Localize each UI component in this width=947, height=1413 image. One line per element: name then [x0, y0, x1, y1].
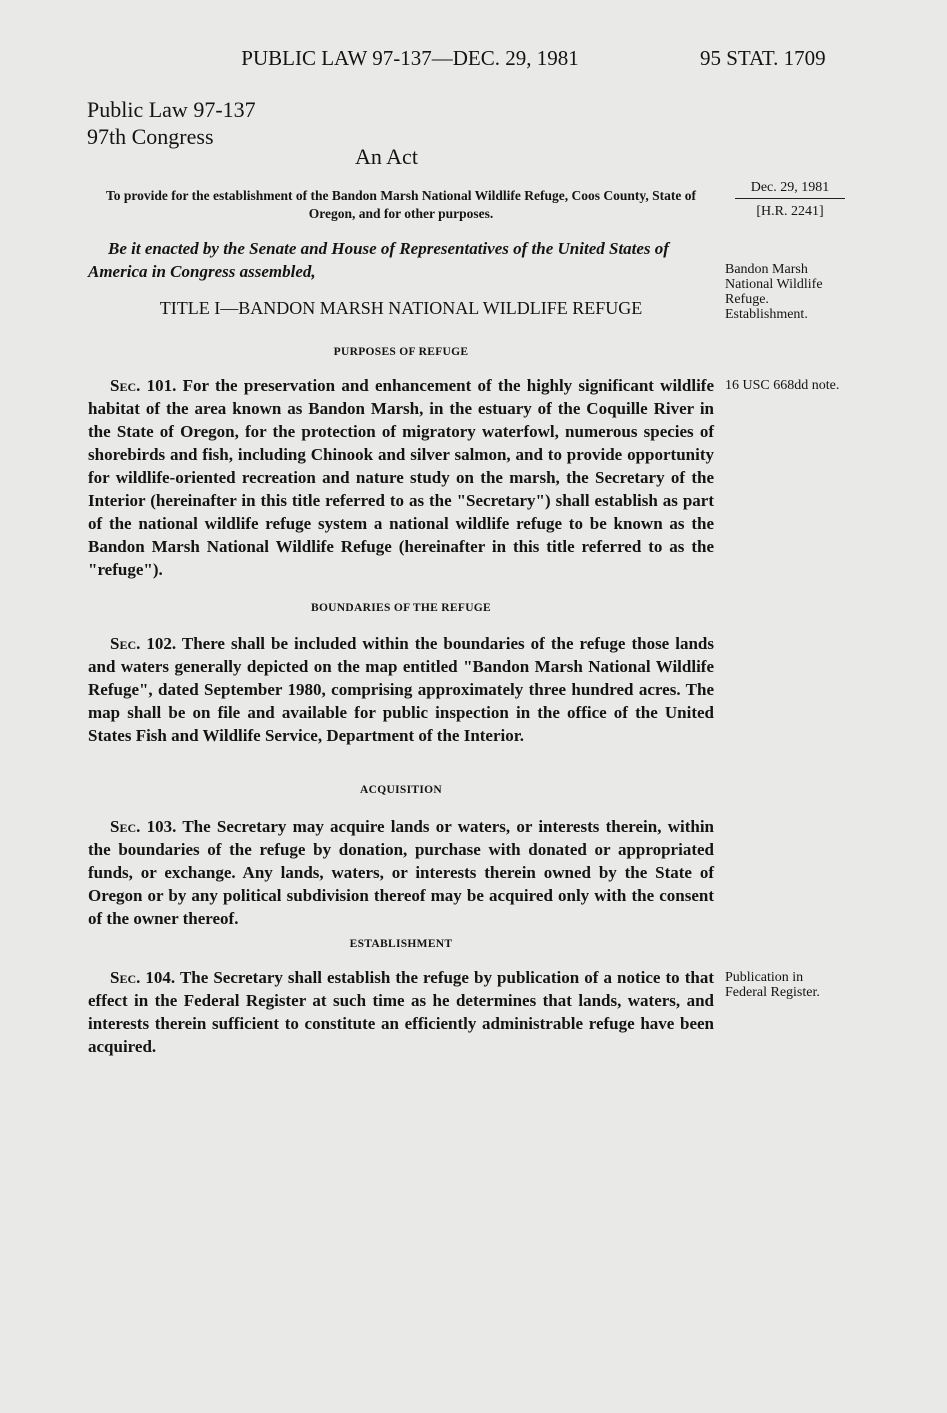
- margin-usc-note: 16 USC 668dd note.: [725, 378, 840, 393]
- statute-reference: 95 STAT. 1709: [700, 46, 826, 70]
- section-heading: BOUNDARIES OF THE REFUGE: [310, 602, 492, 614]
- running-head: PUBLIC LAW 97-137—DEC. 29, 1981: [241, 46, 579, 70]
- margin-divider: [735, 198, 845, 199]
- enacting-clause: Be it enacted by the Senate and House of Representatives of the United States of America in Congress assembled,: [88, 239, 669, 281]
- congress-number: 97th Congress: [87, 124, 214, 149]
- section-heading: ACQUISITION: [360, 784, 442, 796]
- section-text: The Secretary shall establish the refuge by publication of a notice to that effect in the Federal Register at such time as he determines that lands, waters, and interests therein sufficient to constitute an efficiently administrable refuge have been acquired.: [88, 968, 715, 1056]
- title-heading: TITLE I—BANDON MARSH NATIONAL WILDLIFE REFUGE: [159, 298, 643, 318]
- section-103: [88, 815, 714, 930]
- section-text: There shall be included within the boundaries of the refuge those lands and waters generally depicted on the map entitled "Bandon Marsh National Wildlife Refuge", dated September 1980, comprising approximately three hundred acres. The map shall be on file and available for public inspection in the office of the United States Fish and Wildlife Service, Department of the Interior.: [88, 634, 714, 745]
- section-label: Sec. 103.: [110, 817, 177, 836]
- margin-publication-note: Publication in Federal Register.: [725, 970, 820, 1000]
- section-label: Sec. 101.: [110, 376, 177, 395]
- section-104: [88, 966, 714, 1058]
- section-heading: PURPOSES OF REFUGE: [333, 346, 469, 358]
- section-text: The Secretary may acquire lands or waters, or interests therein, within the boundaries of the refuge by donation, purchase with donated or appropriated funds, or exchange. Any lands, waters, or interests therein owned by the State of Oregon or by any political subdivision thereof may be acquired only with the consent of the owner thereof.: [88, 817, 715, 928]
- margin-bill-number: [H.R. 2241]: [756, 204, 824, 219]
- section-heading: ESTABLISHMENT: [349, 938, 453, 950]
- public-law-number: Public Law 97-137: [87, 97, 256, 122]
- section-text: For the preservation and enhancement of the highly significant wildlife habitat of the area known as Bandon Marsh, in the estuary of the Coquille River in the State of Oregon, for the protection of migratory waterfowl, numerous species of shorebirds and fish, including Chinook and silver salmon, and to provide opportunity for wildlife-oriented recreation and nature study on the marsh, the Secretary of the Interior (hereinafter in this title referred to as the "Secretary") shall establish as part of the national wildlife refuge system a national wildlife refuge to be known as the Bandon Marsh National Wildlife Refuge (hereinafter in this title referred to as the "refuge").: [88, 376, 715, 579]
- act-label: An Act: [355, 144, 418, 169]
- section-102: [88, 632, 714, 747]
- margin-establishment-note: Bandon Marsh National Wildlife Refuge. Establishment.: [725, 262, 823, 322]
- long-title: To provide for the establishment of the Bandon Marsh National Wildlife Refuge, Coos County, State of Oregon, and for other purposes.: [106, 188, 696, 221]
- section-101: [88, 374, 714, 581]
- section-label: Sec. 102.: [110, 634, 177, 653]
- margin-date: Dec. 29, 1981: [750, 180, 830, 195]
- section-label: Sec. 104.: [110, 968, 176, 987]
